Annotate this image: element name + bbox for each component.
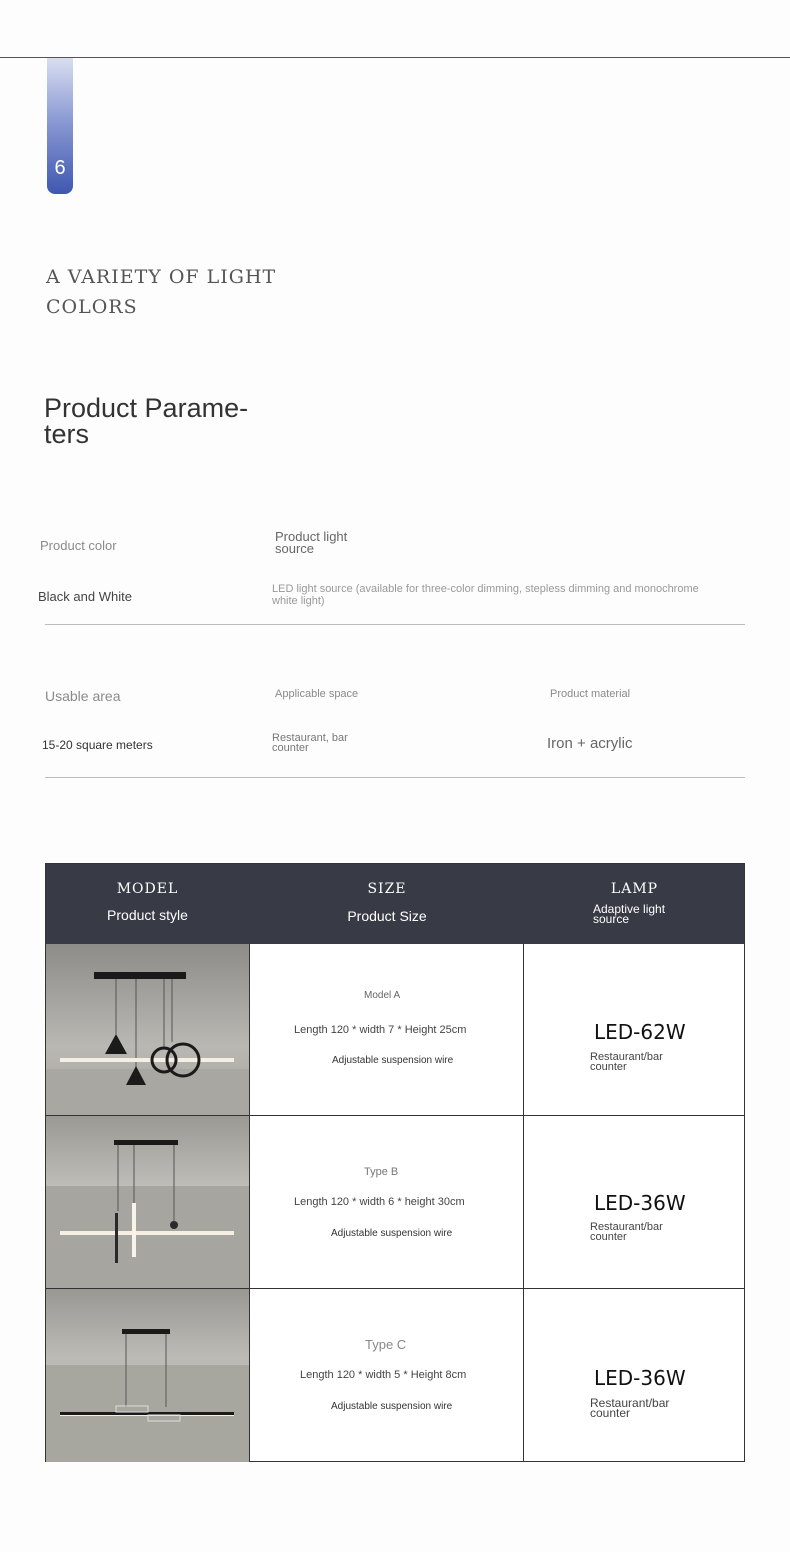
page-number-tab <box>47 58 73 194</box>
model-b-name: Type B <box>364 1166 399 1178</box>
col-divider-1 <box>249 944 250 1462</box>
light-source-label: Product light source <box>275 529 348 556</box>
usable-area-value: 15-20 square meters <box>42 738 153 752</box>
model-c-lamp: LED-36W <box>594 1366 686 1390</box>
params-title: Product Parame- ters <box>44 393 249 449</box>
product-material-label: Product material <box>550 688 631 700</box>
section-heading: A VARIETY OF LIGHT COLORS <box>46 266 277 318</box>
header-lamp <box>525 864 744 944</box>
header-lamp-sub: Adaptive light source <box>593 902 666 926</box>
model-b-lamp: LED-36W <box>594 1191 686 1215</box>
applicable-space-value: Restaurant, bar counter <box>272 732 348 754</box>
product-material-value: Iron + acrylic <box>547 735 633 752</box>
applicable-space-label: Applicable space <box>275 688 359 700</box>
model-a-wire: Adjustable suspension wire <box>332 1055 454 1066</box>
model-c-space: Restaurant/bar counter <box>590 1396 670 1420</box>
page-number: 6 <box>54 157 66 179</box>
header-size-caption: SIZE <box>367 881 407 897</box>
model-b-wire: Adjustable suspension wire <box>331 1228 453 1239</box>
model-c-size: Length 120 * width 5 * Height 8cm <box>300 1369 467 1381</box>
usable-area-label: Usable area <box>45 688 121 704</box>
table-header <box>46 864 744 944</box>
params-divider-1 <box>45 624 745 625</box>
header-model-caption: MODEL <box>116 881 179 897</box>
lamp-photo-c <box>46 1289 249 1462</box>
model-b-size: Length 120 * width 6 * height 30cm <box>294 1196 465 1208</box>
lamp-photo-b <box>46 1116 249 1288</box>
product-color-label: Product color <box>40 538 117 553</box>
model-a-lamp: LED-62W <box>594 1020 686 1044</box>
model-a-space: Restaurant/bar counter <box>590 1051 663 1073</box>
light-source-value: LED light source (available for three-color dimming, stepless dimming and monochrome white light) <box>272 583 699 607</box>
model-a-name: Model A <box>364 990 401 1001</box>
model-table <box>45 863 745 1462</box>
lamp-photo-a <box>46 944 249 1115</box>
params-divider-2 <box>45 777 745 778</box>
model-c-name: Type C <box>365 1337 407 1352</box>
header-lamp-caption: LAMP <box>610 881 659 897</box>
top-divider <box>0 57 790 58</box>
model-a-size: Length 120 * width 7 * Height 25cm <box>294 1024 467 1036</box>
col-divider-2 <box>523 944 524 1462</box>
model-b-space: Restaurant/bar counter <box>590 1221 663 1243</box>
header-model <box>46 864 249 944</box>
header-model-sub: Product style <box>107 907 188 923</box>
product-color-value: Black and White <box>38 589 132 604</box>
header-size-sub: Product Size <box>347 908 427 924</box>
model-c-wire: Adjustable suspension wire <box>331 1401 453 1412</box>
header-size <box>250 864 524 944</box>
